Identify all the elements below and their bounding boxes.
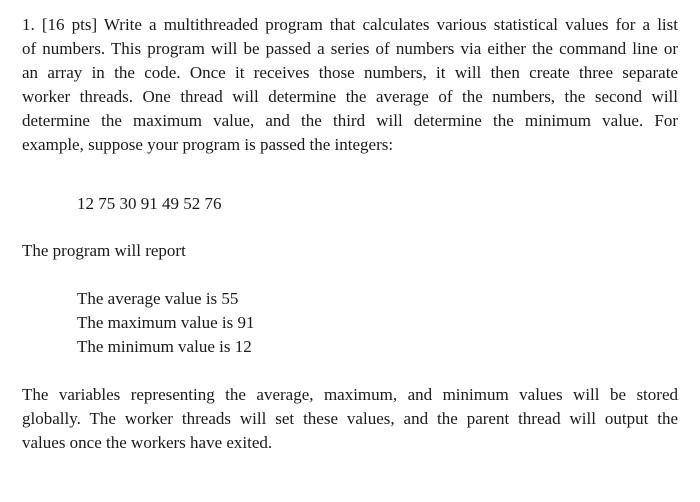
- closing-line: globally. The worker threads will set these values, and the parent thread will output the: [22, 409, 678, 428]
- minimum-output-line: The minimum value is 12: [77, 337, 252, 356]
- question-line: determine the maximum value, and the third will determine the minimum value. For: [22, 111, 678, 130]
- average-output-line: The average value is 55: [77, 289, 239, 308]
- question-line: of numbers. This program will be passed a series of numbers via either the command line or: [22, 39, 678, 58]
- report-output-block: [77, 287, 255, 359]
- closing-paragraph: [22, 383, 678, 455]
- example-input-numbers: 12 75 30 91 49 52 76: [77, 194, 222, 213]
- maximum-output-line: The maximum value is 91: [77, 313, 255, 332]
- question-line: example, suppose your program is passed the integers:: [22, 135, 394, 154]
- question-paragraph: [22, 13, 678, 157]
- question-line: 1. [16 pts] Write a multithreaded program that calculates various statistical values for a list: [22, 15, 678, 34]
- report-intro: The program will report: [22, 241, 186, 260]
- closing-line: values once the workers have exited.: [22, 433, 273, 452]
- question-line: an array in the code. Once it receives those numbers, it will then create three separate: [22, 63, 678, 82]
- question-line: worker threads. One thread will determine the average of the numbers, the second will: [22, 87, 678, 106]
- closing-line: The variables representing the average, maximum, and minimum values will be stored: [22, 385, 678, 404]
